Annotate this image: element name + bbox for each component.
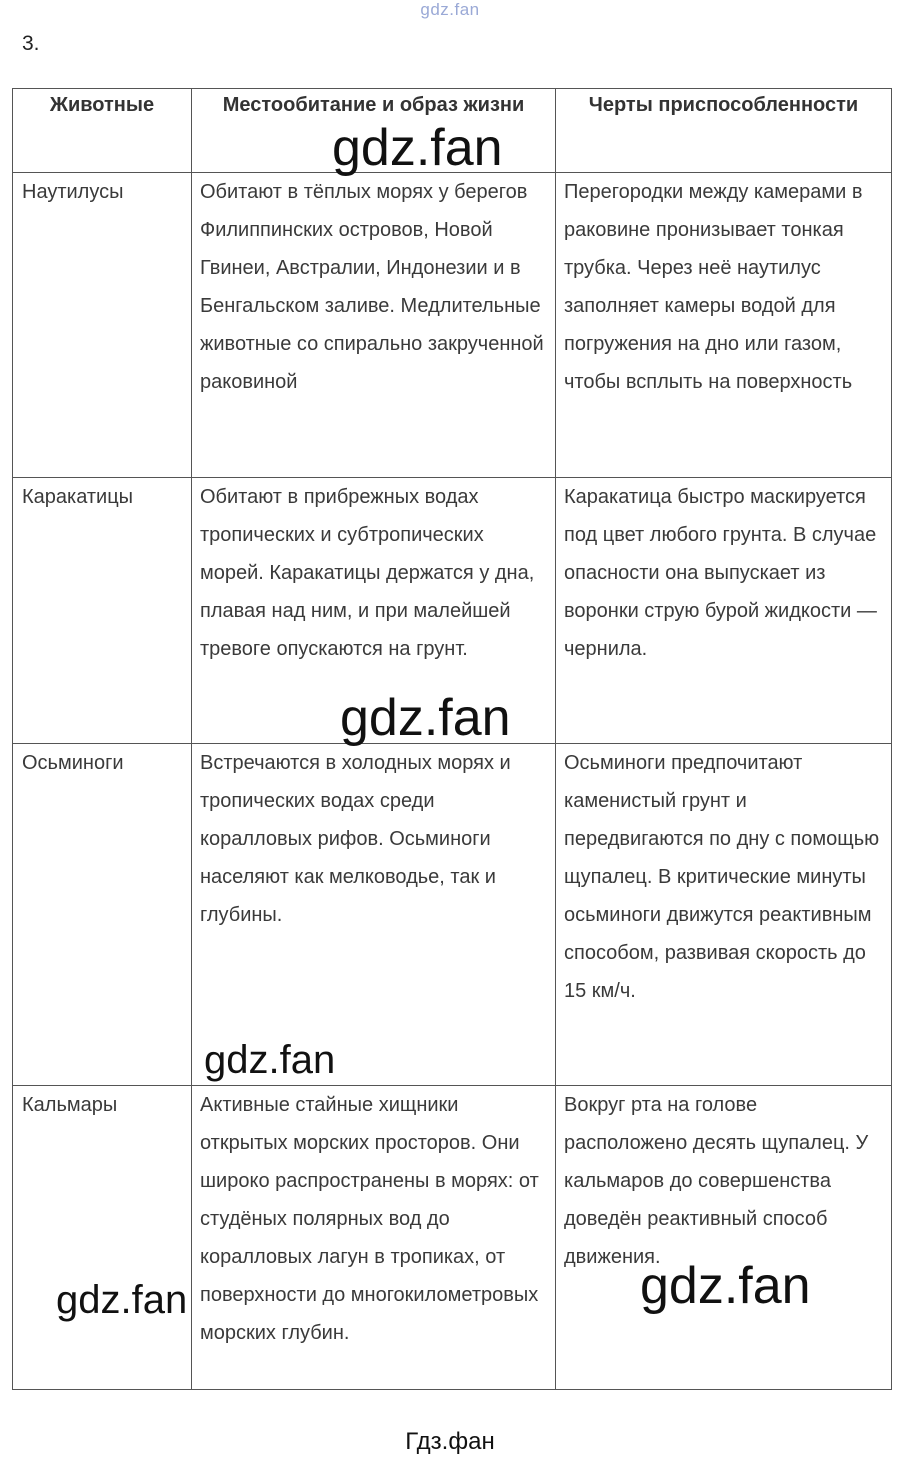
- footer-site-name: Гдз.фан: [405, 1428, 495, 1455]
- habitat-cell: Встречаются в холодных морях и тропических водах среди коралловых рифов. Осьминоги населяют как мелководье, так и глубины.: [192, 744, 556, 1086]
- watermark: gdz.fan: [340, 689, 511, 747]
- animal-cell: Наутилусы: [13, 173, 192, 478]
- header-adaptation: Черты приспособленности: [556, 89, 892, 173]
- watermark: gdz.fan: [204, 1038, 336, 1082]
- animal-cell: Каракатицы: [13, 478, 192, 744]
- adaptation-cell: Каракатица быстро маскируется под цвет любого грунта. В случае опасности она выпускает из воронки струю бурой жидкости — чернила.: [556, 478, 892, 744]
- habitat-cell: Обитают в прибрежных водах тропических и субтропических морей. Каракатицы держатся у дна, плавая над ним, и при малейшей тревоге опускаются на грунт.: [192, 478, 556, 744]
- habitat-cell: Активные стайные хищники открытых морских просторов. Они широко распространены в морях: от студёных полярных вод до коралловых лагун в тропиках, от поверхности до многокилометровых морских глубин.: [192, 1086, 556, 1390]
- table-row: [13, 744, 892, 1086]
- watermark: gdz.fan: [332, 119, 503, 177]
- header-habitat: Местообитание и образ жизни: [192, 89, 556, 173]
- site-watermark-top: gdz.fan: [420, 0, 480, 19]
- adaptation-cell: Перегородки между камерами в раковине пронизывает тонкая трубка. Через неё наутилус заполняет камеры водой для погружения на дно или газом, чтобы всплыть на поверхность: [556, 173, 892, 478]
- animal-cell: Кальмары: [13, 1086, 192, 1390]
- habitat-cell: Обитают в тёплых морях у берегов Филиппинских островов, Новой Гвинеи, Австралии, Индонезии и в Бенгальском заливе. Медлительные животные со спирально закрученной раковиной: [192, 173, 556, 478]
- task-number: 3.: [22, 32, 40, 55]
- adaptation-cell: Осьминоги предпочитают каменистый грунт и передвигаются по дну с помощью щупалец. В критические минуты осьминоги движутся реактивным способом, развивая скорость до 15 км/ч.: [556, 744, 892, 1086]
- table-row: [13, 173, 892, 478]
- watermark: gdz.fan: [640, 1257, 811, 1315]
- header-animals: Животные: [13, 89, 192, 173]
- animal-cell: Осьминоги: [13, 744, 192, 1086]
- table-row: [13, 1086, 892, 1390]
- watermark: gdz.fan: [56, 1278, 188, 1322]
- adaptation-cell: Вокруг рта на голове расположено десять щупалец. У кальмаров до совершенства доведён реактивный способ движения.: [556, 1086, 892, 1390]
